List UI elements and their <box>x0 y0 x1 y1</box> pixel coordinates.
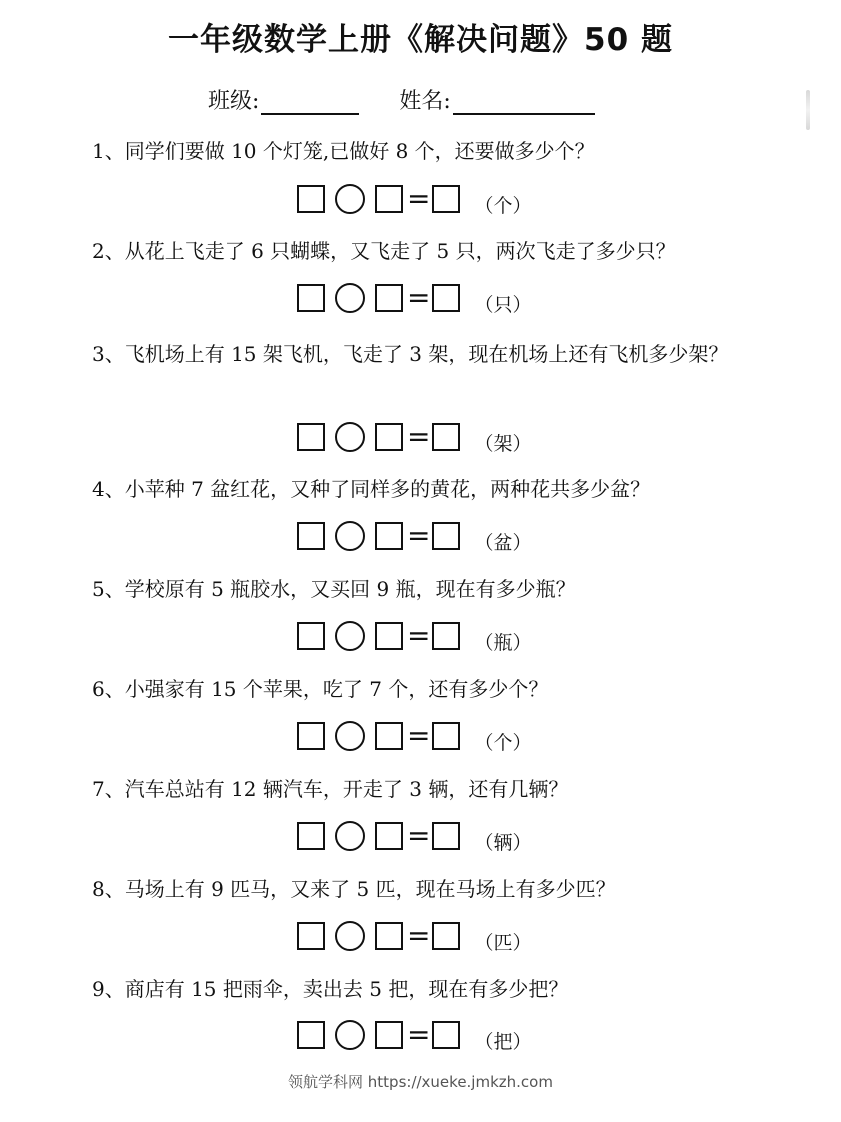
answer-box-operand-2[interactable] <box>375 622 403 650</box>
answer-circle-operator[interactable] <box>335 1020 365 1050</box>
equals-sign: = <box>407 182 431 215</box>
equals-sign: = <box>407 281 431 314</box>
answer-box-result[interactable] <box>432 423 460 451</box>
problem-9-text: 9、商店有 15 把雨伞，卖出去 5 把，现在有多少把？ <box>92 977 569 1001</box>
answer-circle-operator[interactable] <box>335 521 365 551</box>
problem-7-text: 7、汽车总站有 12 辆汽车，开走了 3 辆，还有几辆？ <box>92 777 569 801</box>
equals-sign: = <box>407 619 431 652</box>
equals-sign: = <box>407 519 431 552</box>
unit-label: （架） <box>474 432 532 455</box>
answer-box-operand-2[interactable] <box>375 1021 403 1049</box>
name-blank-line[interactable] <box>453 91 595 115</box>
problem-6-text: 6、小强家有 15 个苹果，吃了 7 个，还有多少个？ <box>92 677 549 701</box>
student-info-row <box>208 84 595 115</box>
answer-box-operand-1[interactable] <box>297 922 325 950</box>
problem-2-text: 2、从花上飞走了 6 只蝴蝶，又飞走了 5 只，两次飞走了多少只？ <box>92 239 676 263</box>
equals-sign: = <box>407 819 431 852</box>
answer-row-3 <box>297 420 531 454</box>
unit-label: （只） <box>474 293 532 316</box>
name-field <box>399 84 594 115</box>
unit-label: （瓶） <box>474 631 532 654</box>
answer-box-result[interactable] <box>432 822 460 850</box>
equals-sign: = <box>407 919 431 952</box>
answer-circle-operator[interactable] <box>335 821 365 851</box>
answer-box-operand-2[interactable] <box>375 423 403 451</box>
answer-circle-operator[interactable] <box>335 921 365 951</box>
scan-artifact <box>806 90 810 130</box>
answer-box-operand-1[interactable] <box>297 185 325 213</box>
unit-label: （辆） <box>474 831 532 854</box>
unit-label: （盆） <box>474 531 532 554</box>
answer-row-9 <box>297 1018 531 1052</box>
answer-circle-operator[interactable] <box>335 621 365 651</box>
answer-box-operand-1[interactable] <box>297 522 325 550</box>
answer-row-2 <box>297 281 531 315</box>
answer-row-5 <box>297 619 531 653</box>
answer-box-result[interactable] <box>432 722 460 750</box>
answer-box-operand-2[interactable] <box>375 185 403 213</box>
problem-3-text: 3、飞机场上有 15 架飞机，飞走了 3 架，现在机场上还有飞机多少架？ <box>92 342 729 366</box>
answer-box-result[interactable] <box>432 1021 460 1049</box>
answer-box-operand-2[interactable] <box>375 284 403 312</box>
equals-sign: = <box>407 719 431 752</box>
answer-circle-operator[interactable] <box>335 184 365 214</box>
answer-box-result[interactable] <box>432 622 460 650</box>
answer-circle-operator[interactable] <box>335 283 365 313</box>
problem-8-text: 8、马场上有 9 匹马，又来了 5 匹，现在马场上有多少匹？ <box>92 877 616 901</box>
answer-box-result[interactable] <box>432 522 460 550</box>
answer-row-4 <box>297 519 531 553</box>
answer-box-operand-1[interactable] <box>297 622 325 650</box>
answer-box-result[interactable] <box>432 185 460 213</box>
answer-box-operand-1[interactable] <box>297 822 325 850</box>
class-blank-line[interactable] <box>261 91 359 115</box>
answer-circle-operator[interactable] <box>335 422 365 452</box>
answer-box-result[interactable] <box>432 284 460 312</box>
answer-box-operand-2[interactable] <box>375 822 403 850</box>
unit-label: （个） <box>474 194 532 217</box>
answer-box-operand-1[interactable] <box>297 722 325 750</box>
answer-box-operand-2[interactable] <box>375 522 403 550</box>
answer-box-operand-1[interactable] <box>297 284 325 312</box>
problem-1-text: 1、同学们要做 10 个灯笼,已做好 8 个，还要做多少个？ <box>92 139 595 163</box>
problem-5-text: 5、学校原有 5 瓶胶水，又买回 9 瓶，现在有多少瓶？ <box>92 577 576 601</box>
answer-circle-operator[interactable] <box>335 721 365 751</box>
problem-4-text: 4、小苹种 7 盆红花，又种了同样多的黄花，两种花共多少盆？ <box>92 477 651 501</box>
class-field <box>208 84 359 115</box>
answer-row-6 <box>297 719 531 753</box>
class-label: 班级: <box>208 89 260 114</box>
equals-sign: = <box>407 1018 431 1051</box>
answer-row-7 <box>297 819 531 853</box>
name-label: 姓名: <box>399 89 451 114</box>
equals-sign: = <box>407 420 431 453</box>
unit-label: （把） <box>474 1030 532 1053</box>
answer-row-1 <box>297 182 531 216</box>
answer-box-operand-1[interactable] <box>297 423 325 451</box>
footer-source-text: 领航学科网 https://xueke.jmkzh.com <box>288 1073 553 1091</box>
page-title: 一年级数学上册《解决问题》50 题 <box>168 22 673 58</box>
answer-box-operand-2[interactable] <box>375 922 403 950</box>
answer-box-result[interactable] <box>432 922 460 950</box>
unit-label: （个） <box>474 731 532 754</box>
unit-label: （匹） <box>474 931 532 954</box>
answer-row-8 <box>297 919 531 953</box>
answer-box-operand-1[interactable] <box>297 1021 325 1049</box>
answer-box-operand-2[interactable] <box>375 722 403 750</box>
